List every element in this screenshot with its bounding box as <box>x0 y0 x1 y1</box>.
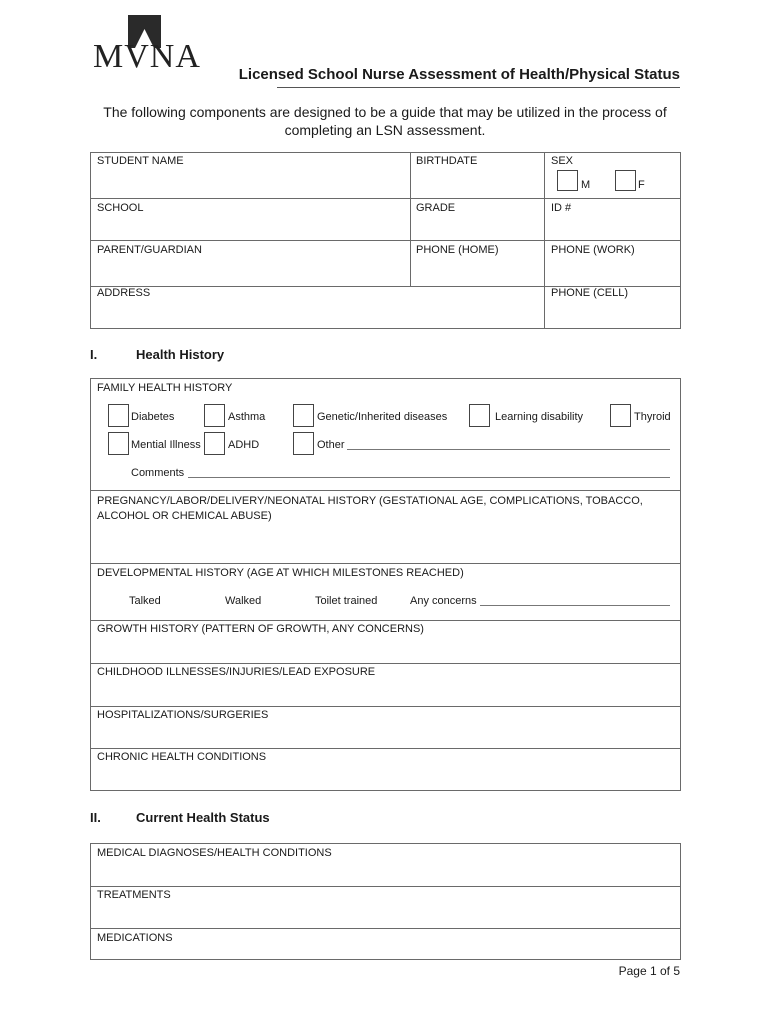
table-divider <box>90 663 680 664</box>
learning-disability-label: Learning disability <box>495 411 584 423</box>
treatments-field[interactable]: TREATMENTS <box>97 889 171 901</box>
chronic-conditions-field[interactable]: CHRONIC HEALTH CONDITIONS <box>97 751 267 763</box>
developmental-history-label: DEVELOPMENTAL HISTORY (AGE AT WHICH MILESTONES REACHED) <box>97 567 464 579</box>
sex-m-label: M <box>581 179 591 191</box>
pregnancy-history-field[interactable]: PREGNANCY/LABOR/DELIVERY/NEONATAL HISTORY (GESTATIONAL AGE, COMPLICATIONS, TOBACCO, ALCOHOL OR CHEMICAL ABUSE) <box>97 495 643 522</box>
phone-cell-field[interactable]: PHONE (CELL) <box>551 287 629 299</box>
grade-field[interactable]: GRADE <box>416 202 456 214</box>
form-title: Licensed School Nurse Assessment of Health/Physical Status <box>238 66 680 83</box>
intro-text <box>100 103 670 139</box>
other-input-line[interactable] <box>347 449 670 450</box>
genetic-diseases-checkbox[interactable] <box>293 404 314 427</box>
thyroid-label: Thyroid <box>634 411 671 423</box>
page-number: Page 1 of 5 <box>618 964 680 978</box>
section-2-number: II. <box>90 810 101 825</box>
current-health-table <box>90 843 681 960</box>
table-divider <box>90 706 680 707</box>
genetic-diseases-label: Genetic/Inherited diseases <box>317 411 448 423</box>
phone-home-field[interactable]: PHONE (HOME) <box>416 244 499 256</box>
asthma-checkbox[interactable] <box>204 404 225 427</box>
any-concerns-input-line[interactable] <box>480 605 670 606</box>
any-concerns-label: Any concerns <box>410 595 477 607</box>
section-2-title: Current Health Status <box>136 810 270 825</box>
hospitalizations-field[interactable]: HOSPITALIZATIONS/SURGERIES <box>97 709 269 721</box>
title-underline <box>277 87 680 88</box>
mental-illness-checkbox[interactable] <box>108 432 129 455</box>
asthma-label: Asthma <box>228 411 266 423</box>
mental-illness-label: Mential Illness <box>131 439 201 451</box>
sex-f-checkbox[interactable] <box>615 170 636 191</box>
intro-line-2: completing an LSN assessment. <box>284 122 486 138</box>
toilet-trained-label: Toilet trained <box>315 595 378 607</box>
mvna-logo-text: MVNA <box>93 38 201 75</box>
table-divider <box>90 490 680 491</box>
medical-diagnoses-field[interactable]: MEDICAL DIAGNOSES/HEALTH CONDITIONS <box>97 847 332 859</box>
sex-label: SEX <box>551 155 574 167</box>
table-divider <box>90 563 680 564</box>
student-name-field[interactable]: STUDENT NAME <box>97 155 184 167</box>
walked-label: Walked <box>225 595 262 607</box>
address-field[interactable]: ADDRESS <box>97 287 151 299</box>
sex-f-label: F <box>638 179 645 191</box>
birthdate-field[interactable]: BIRTHDATE <box>416 155 478 167</box>
comments-input-line[interactable] <box>188 477 670 478</box>
other-label: Other <box>317 439 345 451</box>
diabetes-checkbox[interactable] <box>108 404 129 427</box>
comments-label: Comments <box>131 467 185 479</box>
table-divider <box>90 240 680 241</box>
sex-m-checkbox[interactable] <box>557 170 578 191</box>
table-divider <box>90 620 680 621</box>
childhood-illnesses-field[interactable]: CHILDHOOD ILLNESSES/INJURIES/LEAD EXPOSURE <box>97 666 376 678</box>
parent-guardian-field[interactable]: PARENT/GUARDIAN <box>97 244 202 256</box>
diabetes-label: Diabetes <box>131 411 175 423</box>
thyroid-checkbox[interactable] <box>610 404 631 427</box>
table-divider <box>90 928 680 929</box>
other-checkbox[interactable] <box>293 432 314 455</box>
school-field[interactable]: SCHOOL <box>97 202 144 214</box>
family-history-label: FAMILY HEALTH HISTORY <box>97 382 233 394</box>
growth-history-field[interactable]: GROWTH HISTORY (PATTERN OF GROWTH, ANY CONCERNS) <box>97 623 424 635</box>
talked-label: Talked <box>129 595 161 607</box>
id-field[interactable]: ID # <box>551 202 572 214</box>
table-divider <box>90 748 680 749</box>
table-divider <box>410 152 411 286</box>
section-1-number: I. <box>90 347 98 362</box>
adhd-label: ADHD <box>228 439 260 451</box>
table-divider <box>90 198 680 199</box>
medications-field[interactable]: MEDICATIONS <box>97 932 173 944</box>
section-1-title: Health History <box>136 347 225 362</box>
table-divider <box>90 886 680 887</box>
phone-work-field[interactable]: PHONE (WORK) <box>551 244 635 256</box>
adhd-checkbox[interactable] <box>204 432 225 455</box>
intro-line-1: The following components are designed to be a guide that may be utilized in the process of <box>103 104 667 120</box>
learning-disability-checkbox[interactable] <box>469 404 490 427</box>
